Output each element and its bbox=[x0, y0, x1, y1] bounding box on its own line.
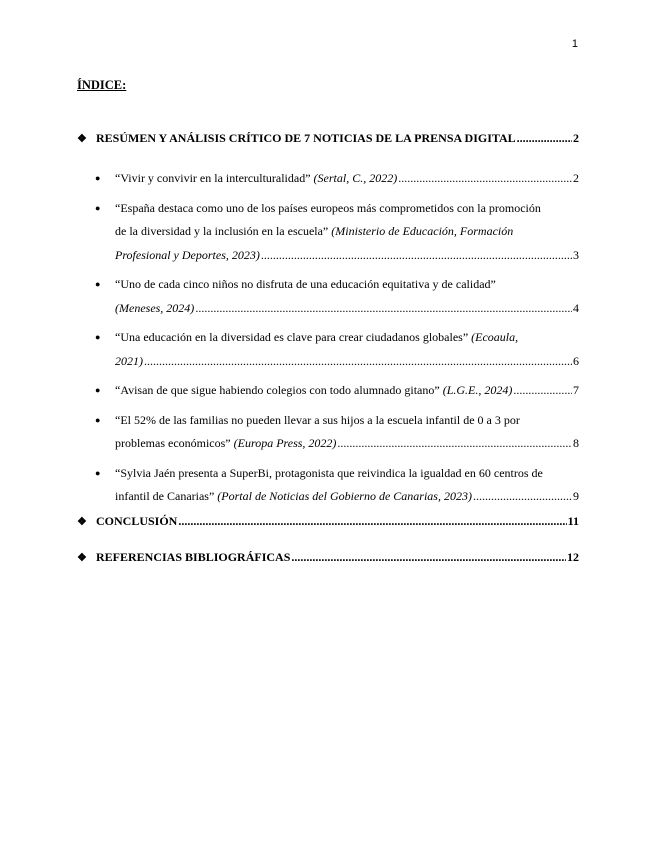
dot-leader bbox=[195, 297, 572, 321]
sub-title: “El 52% de las familias no pueden llevar a sus hijos a la escuela infantil de 0 a 3 por bbox=[115, 412, 520, 427]
toc-sub-list bbox=[95, 167, 579, 509]
toc-main-item[interactable] bbox=[77, 550, 579, 565]
toc-page: 11 bbox=[567, 514, 579, 528]
sub-page: 4 bbox=[573, 300, 579, 315]
toc-sub-item[interactable] bbox=[95, 273, 579, 320]
sub-citation: (Portal de Noticias del Gobierno de Canarias, 2023) bbox=[217, 489, 472, 503]
dot-leader bbox=[144, 350, 572, 374]
sub-citation: (Ministerio de Educación, Formación bbox=[331, 224, 514, 238]
bullet-icon: ● bbox=[95, 385, 101, 395]
dot-leader bbox=[517, 131, 572, 146]
toc-sub-item[interactable] bbox=[95, 167, 579, 191]
bullet-icon: ● bbox=[95, 414, 101, 425]
diamond-bullet-icon: ❖ bbox=[77, 133, 87, 145]
dot-leader bbox=[398, 167, 572, 191]
toc-sub-item[interactable] bbox=[95, 197, 579, 268]
bullet-icon: ● bbox=[95, 202, 101, 213]
sub-citation: (Ecoaula, bbox=[471, 330, 519, 344]
bullet-icon: ● bbox=[95, 467, 101, 478]
page-number: 1 bbox=[571, 38, 578, 50]
toc-page: 2 bbox=[573, 131, 579, 145]
toc-sub-item[interactable] bbox=[95, 379, 579, 403]
sub-page: 3 bbox=[573, 247, 579, 262]
index-heading: ÍNDICE: bbox=[77, 78, 127, 92]
sub-citation: (Sertal, C., 2022) bbox=[313, 171, 398, 185]
sub-citation: (Europa Press, 2022) bbox=[233, 436, 337, 450]
dot-leader bbox=[178, 514, 566, 529]
diamond-bullet-icon: ❖ bbox=[77, 552, 87, 564]
sub-title-cont: de la diversidad y la inclusión en la escuela” bbox=[115, 224, 329, 238]
sub-title: “Uno de cada cinco niños no disfruta de una educación equitativa y de calidad” bbox=[115, 277, 496, 291]
sub-citation: (L.G.E., 2024) bbox=[442, 383, 513, 397]
sub-title-cont: infantil de Canarias” bbox=[115, 489, 215, 503]
sub-citation-cont: Profesional y Deportes, 2023) bbox=[115, 247, 260, 262]
sub-page: 8 bbox=[573, 436, 579, 450]
bullet-icon: ● bbox=[95, 279, 101, 289]
sub-title: “Vivir y convivir en la interculturalidad” bbox=[115, 171, 311, 185]
sub-title-cont: problemas económicos” bbox=[115, 436, 231, 450]
bullet-icon: ● bbox=[95, 173, 101, 183]
toc-title: CONCLUSIÓN bbox=[96, 514, 178, 528]
toc-sub-item[interactable] bbox=[95, 462, 579, 509]
sub-title: “Avisan de que sigue habiendo colegios con todo alumnado gitano” bbox=[115, 383, 440, 397]
toc-sub-item[interactable] bbox=[95, 409, 579, 456]
toc-title: REFERENCIAS BIBLIOGRÁFICAS bbox=[96, 550, 291, 564]
toc-sub-item[interactable] bbox=[95, 326, 579, 373]
sub-page: 7 bbox=[573, 383, 579, 397]
sub-title: “Una educación en la diversidad es clave para crear ciudadanos globales” bbox=[115, 330, 469, 344]
sub-page: 2 bbox=[573, 171, 579, 185]
dot-leader bbox=[261, 244, 572, 268]
dot-leader bbox=[291, 550, 566, 565]
sub-page: 6 bbox=[573, 353, 579, 368]
dot-leader bbox=[473, 485, 572, 509]
toc-main-item[interactable] bbox=[77, 514, 579, 529]
sub-citation-cont: 2021) bbox=[115, 353, 143, 368]
sub-title: “Sylvia Jaén presenta a SuperBi, protagonista que reivindica la igualdad en 60 centros de bbox=[115, 465, 543, 480]
dot-leader bbox=[337, 432, 572, 456]
toc-page: 12 bbox=[567, 550, 579, 564]
sub-citation: (Meneses, 2024) bbox=[115, 300, 195, 315]
sub-page: 9 bbox=[573, 489, 579, 503]
sub-title: “España destaca como uno de los países europeos más comprometidos con la promoción bbox=[115, 200, 541, 215]
diamond-bullet-icon: ❖ bbox=[77, 516, 87, 528]
toc-title: RESÚMEN Y ANÁLISIS CRÍTICO DE 7 NOTICIAS DE LA PRENSA DIGITAL bbox=[96, 131, 516, 145]
dot-leader bbox=[513, 379, 572, 403]
bullet-icon: ● bbox=[95, 332, 101, 342]
toc-main-item[interactable] bbox=[77, 131, 579, 146]
